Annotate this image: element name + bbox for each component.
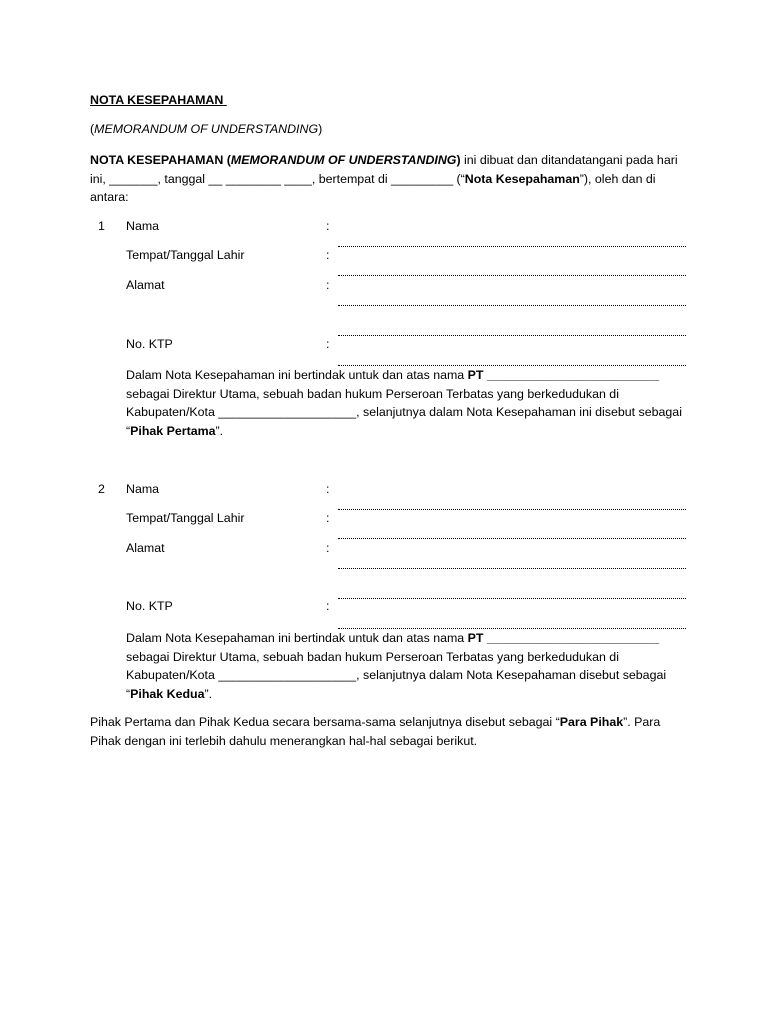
party-2-description: Dalam Nota Kesepahaman ini bertindak untuk dan atas nama PT _________________________ sebagai Direktur Utama, sebuah badan hukum Perseroan Terbatas yang berkedudukan di Kabupaten/Kota ____________________, selanjutnya dalam Nota Kesepahaman disebut sebagai “Pihak Kedua”. bbox=[126, 631, 667, 701]
party-1-name-colon: : bbox=[326, 219, 330, 233]
intro-paragraph: NOTA KESEPAHAMAN (MEMORANDUM OF UNDERSTANDING) ini dibuat dan ditandatangani pada hari ini, _______, tanggal __ ________ ____, bertempat di _________ (“Nota Kesepahaman”), oleh dan di antara: bbox=[90, 153, 678, 204]
party-1-address-field-line-2[interactable] bbox=[338, 335, 686, 336]
party-1-ktp-label: No. KTP bbox=[126, 337, 173, 351]
party-2-birth-field[interactable] bbox=[338, 538, 686, 539]
document-title: NOTA KESEPAHAMAN bbox=[90, 93, 224, 107]
party-2-address-colon: : bbox=[326, 541, 330, 555]
party-1-number: 1 bbox=[98, 219, 105, 233]
party-2-name-label: Nama bbox=[126, 482, 160, 496]
party-1-birth-field[interactable] bbox=[338, 275, 686, 276]
party-1-birth-colon: : bbox=[326, 248, 330, 262]
party-1-address-field-line-1[interactable] bbox=[338, 305, 686, 306]
party-2-address-label: Alamat bbox=[126, 541, 165, 555]
party-1-ktp-colon: : bbox=[326, 337, 330, 351]
party-1-address-colon: : bbox=[326, 278, 330, 292]
party-1-address-label: Alamat bbox=[126, 278, 165, 292]
party-2-ktp-colon: : bbox=[326, 599, 330, 613]
party-2-ktp-label: No. KTP bbox=[126, 599, 173, 613]
closing-paragraph: Pihak Pertama dan Pihak Kedua secara bersama-sama selanjutnya disebut sebagai “Para Pihak”. Para Pihak dengan ini terlebih dahulu menerangkan hal-hal sebagai berikut. bbox=[90, 715, 661, 748]
party-2-number: 2 bbox=[98, 482, 105, 496]
party-1-description: Dalam Nota Kesepahaman ini bertindak untuk dan atas nama PT _________________________ sebagai Direktur Utama, sebuah badan hukum Perseroan Terbatas yang berkedudukan di Kabupaten/Kota ____________________, selanjutnya dalam Nota Kesepahaman ini disebut sebagai “Pihak Pertama”. bbox=[126, 368, 682, 438]
party-2-name-field[interactable] bbox=[338, 509, 686, 510]
party-2-address-field-line-2[interactable] bbox=[338, 598, 686, 599]
party-1-name-field[interactable] bbox=[338, 246, 686, 247]
party-1-name-label: Nama bbox=[126, 219, 160, 233]
party-2-birth-label: Tempat/Tanggal Lahir bbox=[126, 511, 245, 525]
party-1-birth-label: Tempat/Tanggal Lahir bbox=[126, 248, 245, 262]
party-2-birth-colon: : bbox=[326, 511, 330, 525]
document-subtitle: (MEMORANDUM OF UNDERSTANDING) bbox=[90, 122, 323, 136]
party-2-name-colon: : bbox=[326, 482, 330, 496]
party-2-address-field-line-1[interactable] bbox=[338, 568, 686, 569]
